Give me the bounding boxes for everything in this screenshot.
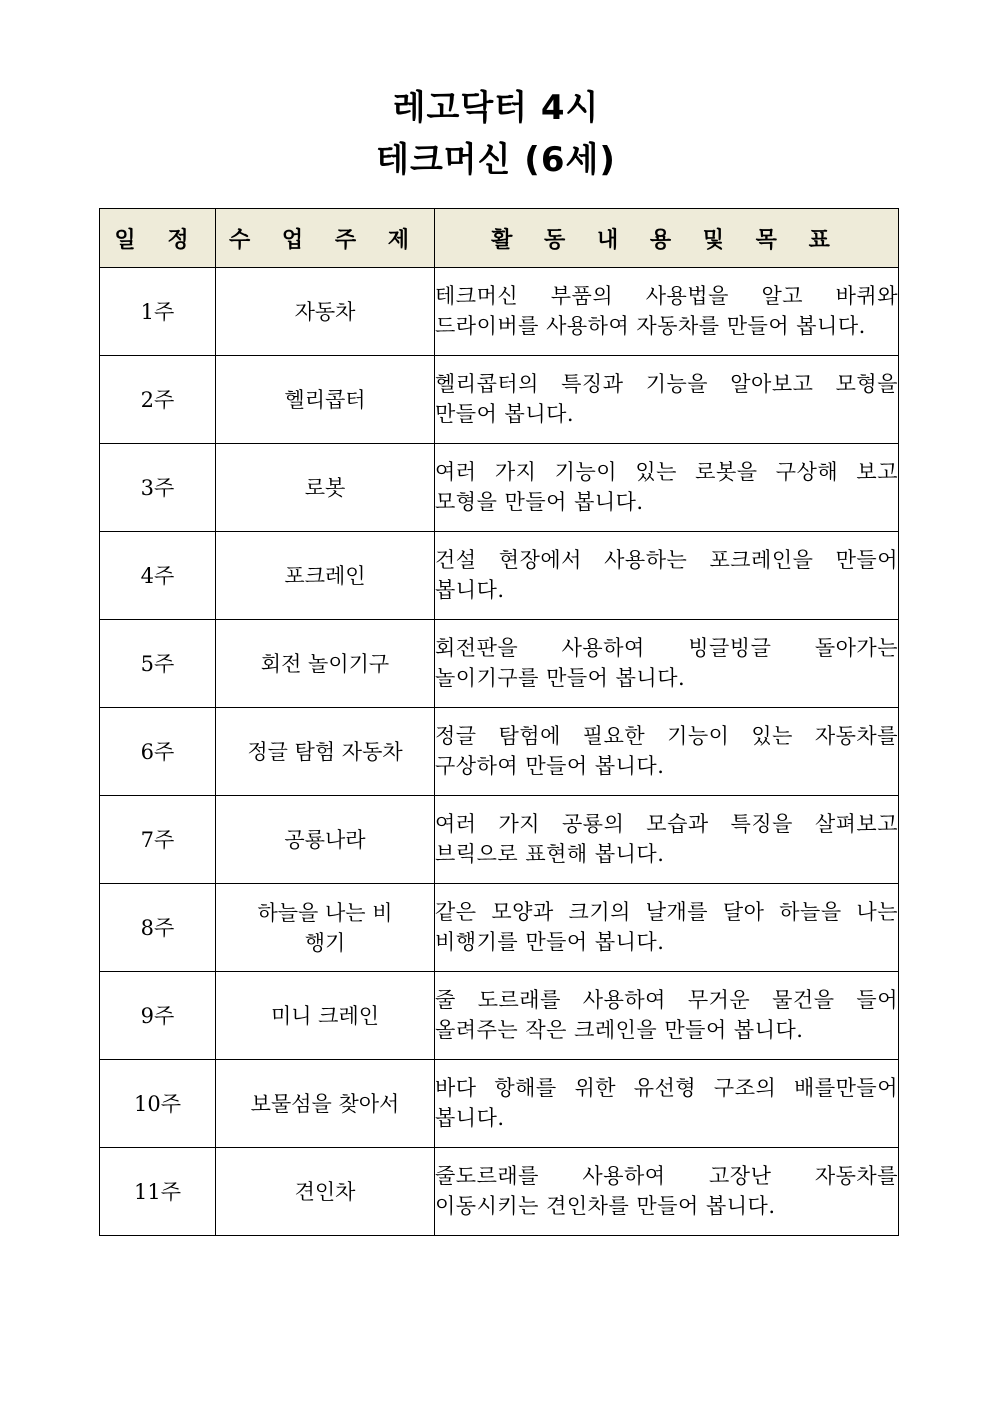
topic-cell: 보물섬을 찾아서 [216, 1060, 435, 1148]
header-schedule: 일 정 [100, 209, 216, 268]
week-cell: 4주 [100, 532, 216, 620]
description-cell: 여러 가지 기능이 있는 로봇을 구상해 보고 모형을 만들어 봅니다. [435, 444, 899, 532]
table-row [100, 708, 899, 796]
document-title [0, 82, 992, 186]
week-cell: 5주 [100, 620, 216, 708]
topic-cell: 포크레인 [216, 532, 435, 620]
topic-cell: 견인차 [216, 1148, 435, 1236]
description-cell: 건설 현장에서 사용하는 포크레인을 만들어 봅니다. [435, 532, 899, 620]
table-row [100, 884, 899, 972]
header-topic: 수 업 주 제 [216, 209, 435, 268]
week-cell: 11주 [100, 1148, 216, 1236]
description-cell: 여러 가지 공룡의 모습과 특징을 살펴보고 브릭으로 표현해 봅니다. [435, 796, 899, 884]
topic-cell: 하늘을 나는 비행기 [216, 884, 435, 972]
table-row [100, 1060, 899, 1148]
description-cell: 헬리콥터의 특징과 기능을 알아보고 모형을 만들어 봅니다. [435, 356, 899, 444]
table-row [100, 268, 899, 356]
table-header-row [100, 209, 899, 268]
topic-cell: 회전 놀이기구 [216, 620, 435, 708]
week-cell: 2주 [100, 356, 216, 444]
table-row [100, 620, 899, 708]
title-line-2: 테크머신 (6세) [376, 140, 616, 180]
description-cell: 테크머신 부품의 사용법을 알고 바퀴와 드라이버를 사용하여 자동차를 만들어 봅니다. [435, 268, 899, 356]
schedule-table [99, 208, 899, 1236]
table-row [100, 972, 899, 1060]
topic-cell: 미니 크레인 [216, 972, 435, 1060]
description-cell: 줄 도르래를 사용하여 무거운 물건을 들어 올려주는 작은 크레인을 만들어 봅니다. [435, 972, 899, 1060]
week-cell: 7주 [100, 796, 216, 884]
week-cell: 8주 [100, 884, 216, 972]
topic-cell: 공룡나라 [216, 796, 435, 884]
week-cell: 6주 [100, 708, 216, 796]
topic-cell: 정글 탐험 자동차 [216, 708, 435, 796]
topic-cell: 자동차 [216, 268, 435, 356]
week-cell: 1주 [100, 268, 216, 356]
description-cell: 바다 항해를 위한 유선형 구조의 배를만들어 봅니다. [435, 1060, 899, 1148]
description-cell: 회전판을 사용하여 빙글빙글 돌아가는 놀이기구를 만들어 봅니다. [435, 620, 899, 708]
header-activity: 활 동 내 용 및 목 표 [435, 209, 899, 268]
title-line-1: 레고닥터 4시 [392, 88, 600, 128]
description-cell: 정글 탐험에 필요한 기능이 있는 자동차를 구상하여 만들어 봅니다. [435, 708, 899, 796]
table-row [100, 532, 899, 620]
table-row [100, 796, 899, 884]
description-cell: 줄도르래를 사용하여 고장난 자동차를 이동시키는 견인차를 만들어 봅니다. [435, 1148, 899, 1236]
description-cell: 같은 모양과 크기의 날개를 달아 하늘을 나는 비행기를 만들어 봅니다. [435, 884, 899, 972]
week-cell: 3주 [100, 444, 216, 532]
table-row [100, 356, 899, 444]
table-row [100, 1148, 899, 1236]
table-row [100, 444, 899, 532]
topic-cell: 헬리콥터 [216, 356, 435, 444]
topic-cell: 로봇 [216, 444, 435, 532]
week-cell: 9주 [100, 972, 216, 1060]
week-cell: 10주 [100, 1060, 216, 1148]
